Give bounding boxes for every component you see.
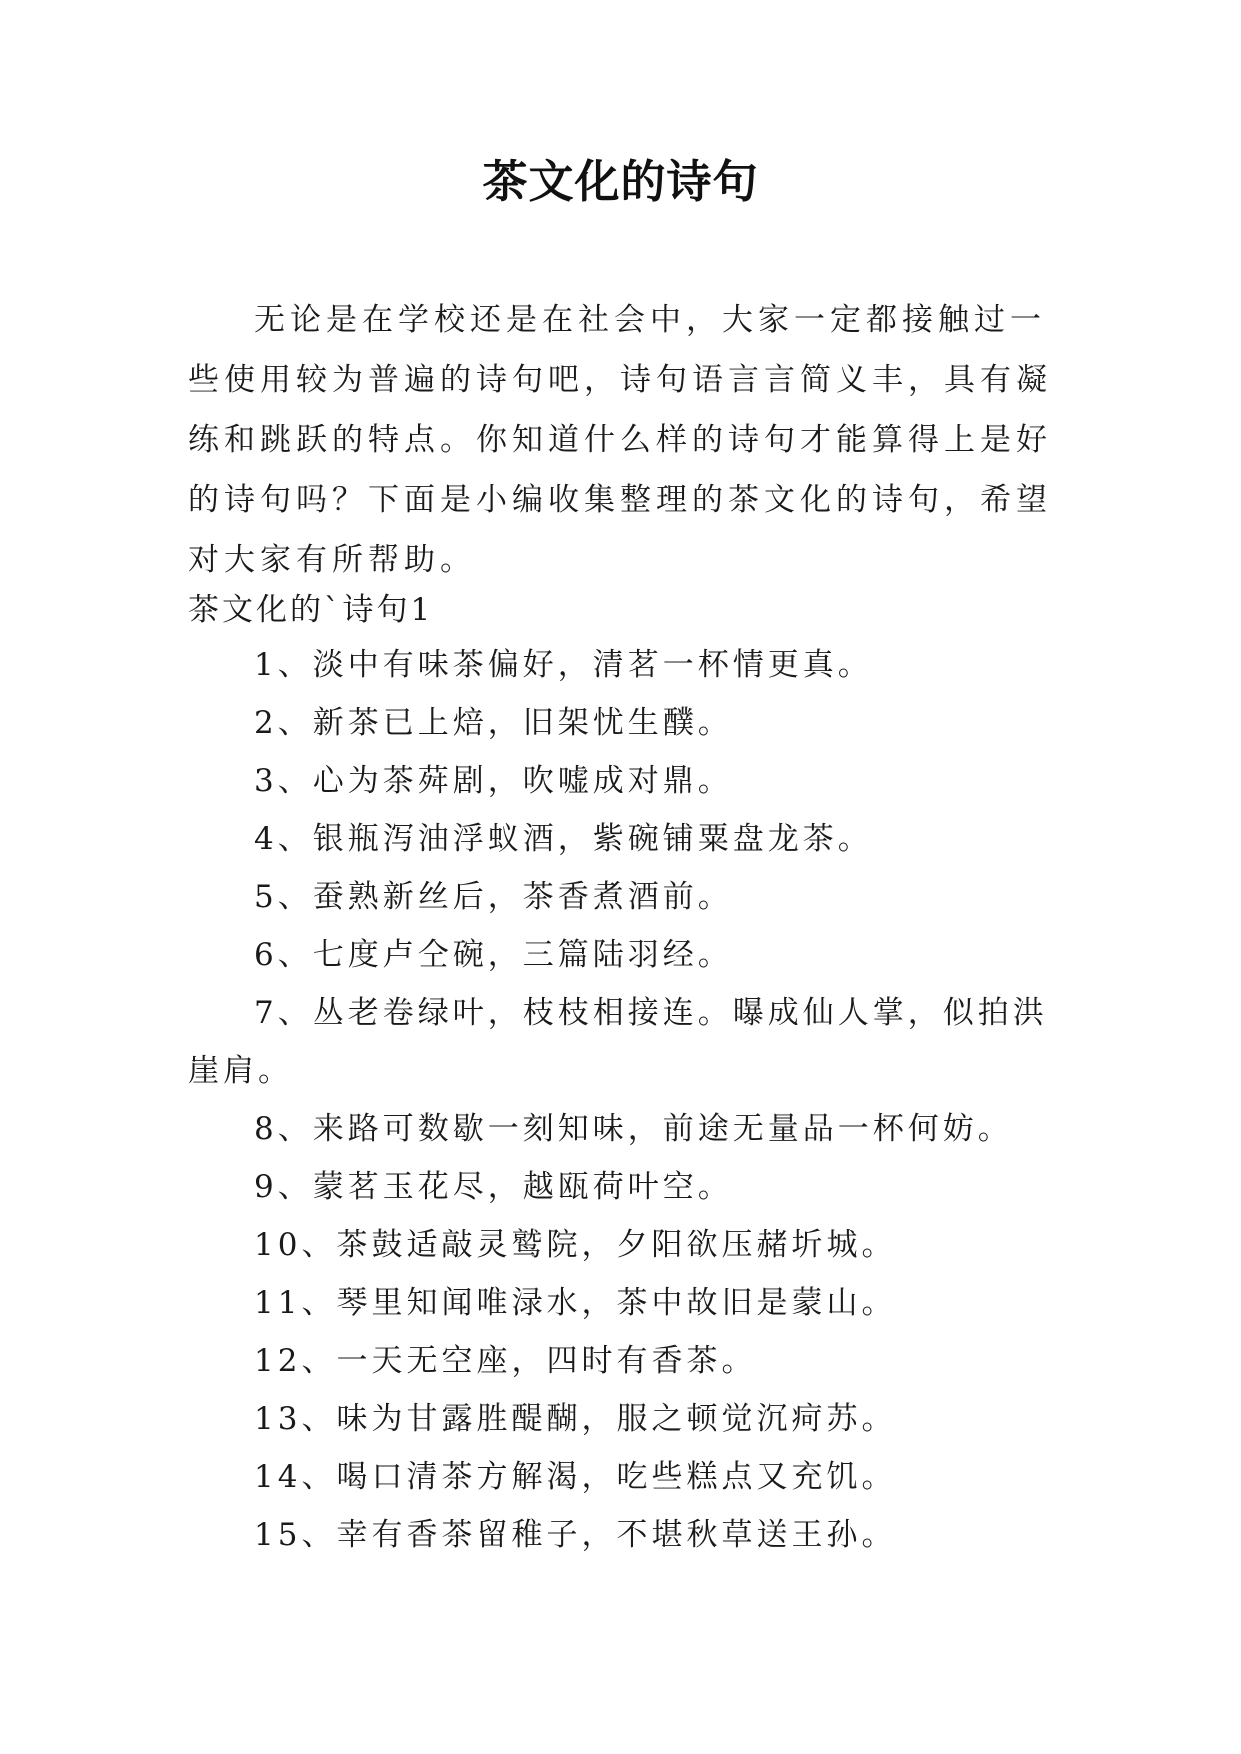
verse-item: 12、一天无空座，四时有香茶。 <box>254 1343 757 1379</box>
verse-item: 2、新茶已上焙，旧架忧生醭。 <box>254 705 733 741</box>
verse-item: 11、琴里知闻唯渌水，茶中故旧是蒙山。 <box>254 1285 897 1321</box>
verse-item: 1、淡中有味茶偏好，清茗一杯情更真。 <box>254 647 873 683</box>
verse-item: 14、喝口清茶方解渴，吃些糕点又充饥。 <box>254 1459 897 1495</box>
verse-item: 3、心为茶荈剧，吹嘘成对鼎。 <box>254 763 733 799</box>
verse-item: 4、银瓶泻油浮蚁酒，紫碗铺粟盘龙茶。 <box>254 821 873 857</box>
intro-paragraph: 无论是在学校还是在社会中，大家一定都接触过一些使用较为普遍的诗句吧，诗句语言言简义丰，具有凝练和跳跃的特点。你知道什么样的诗句才能算得上是好的诗句吗？下面是小编收集整理的茶文化的诗句，希望对大家有所帮助。 <box>188 302 1052 578</box>
verse-item: 7、丛老卷绿叶，枝枝相接连。曝成仙人掌，似拍洪崖肩。 <box>188 995 1048 1089</box>
verse-item: 10、茶鼓适敲灵鹫院，夕阳欲压赭圻城。 <box>254 1227 897 1263</box>
verse-item: 15、幸有香茶留稚子，不堪秋草送王孙。 <box>254 1517 897 1553</box>
verse-list <box>188 636 1068 1564</box>
intro-paragraph-block <box>188 290 1068 590</box>
verse-item: 5、蚕熟新丝后，茶香煮酒前。 <box>254 879 733 915</box>
verse-item: 8、来路可数歇一刻知味，前途无量品一杯何妨。 <box>254 1111 1013 1147</box>
document-title: 茶文化的诗句 <box>482 155 759 208</box>
verse-item: 13、味为甘露胜醍醐，服之顿觉沉疴苏。 <box>254 1401 897 1437</box>
verse-item: 6、七度卢仝碗，三篇陆羽经。 <box>254 937 733 973</box>
verse-item: 9、蒙茗玉花尽，越瓯荷叶空。 <box>254 1169 733 1205</box>
section-heading: 茶文化的`诗句1 <box>188 592 434 628</box>
